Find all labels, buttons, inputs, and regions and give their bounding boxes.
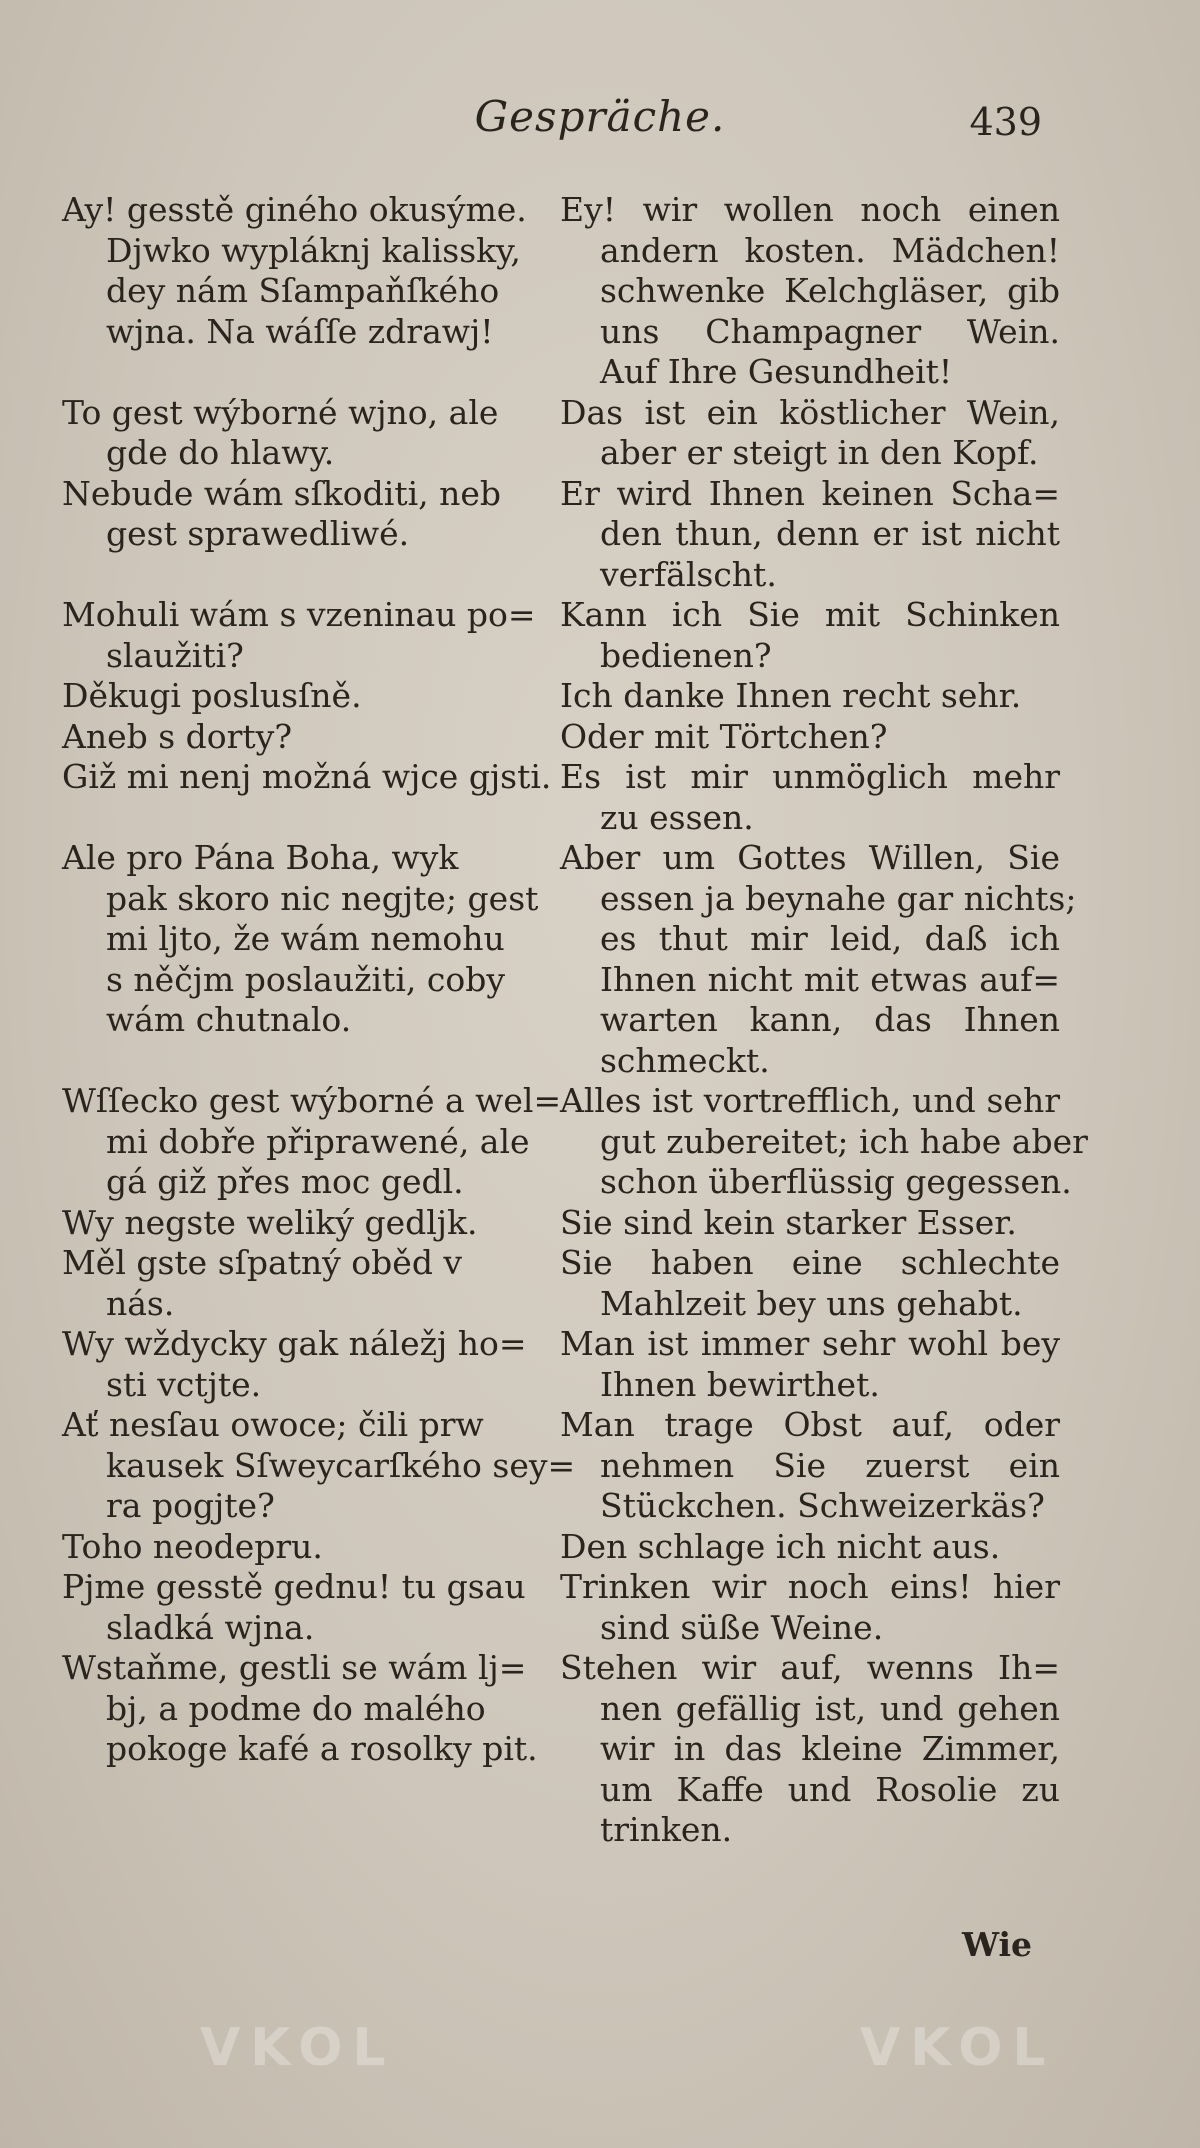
- de-entry: [560, 1203, 1060, 1244]
- cz-entry: [62, 676, 560, 717]
- cz-entry: [62, 1648, 560, 1851]
- de-text-line: trinken.: [600, 1810, 733, 1849]
- cz-entry: [62, 1243, 560, 1324]
- page-number: 439: [969, 100, 1042, 144]
- cz-entry: [62, 595, 560, 676]
- catchword: Wie: [961, 1925, 1032, 1964]
- de-entry: [560, 1324, 1060, 1405]
- cz-entry: [62, 1405, 576, 1527]
- cz-entry: [62, 1081, 560, 1203]
- de-text-line: uns Champagner Wein.: [600, 311, 1060, 351]
- de-text-line: den thun, denn er ist nicht: [600, 514, 1060, 553]
- de-text-line: essen ja beynahe gar nichts;: [600, 878, 1077, 918]
- de-text-line: schwenke Kelchgläser, gib: [600, 271, 1060, 310]
- de-text-line: Ich danke Ihnen recht sehr.: [560, 676, 1022, 715]
- cz-entry: [62, 757, 560, 838]
- de-entry: [560, 595, 1060, 676]
- cz-text-line: sladká wjna.: [106, 1607, 315, 1647]
- de-entry: [560, 838, 1077, 1081]
- cz-text-line: mi ljto, že wám nemohu: [106, 919, 505, 958]
- cz-text-line: gde do hlawy.: [106, 433, 335, 472]
- de-text-line: Auf Ihre Gesundheit!: [600, 352, 953, 391]
- de-text-line: aber er steigt in den Kopf.: [600, 433, 1039, 472]
- de-entry: [560, 1243, 1060, 1324]
- watermark-left: VKOL: [200, 2018, 396, 2078]
- cz-text-line: Nebude wám sſkoditi, neb: [62, 473, 502, 513]
- de-text-line: verfälscht.: [600, 554, 777, 594]
- de-entry: [560, 676, 1060, 717]
- de-text-line: Oder mit Törtchen?: [560, 716, 888, 756]
- de-text-line: um Kaffe und Rosolie zu: [600, 1769, 1060, 1809]
- cz-text-line: pokoge kafé a rosolky pit.: [106, 1729, 538, 1768]
- de-text-line: es thut mir leid, daß ich: [600, 919, 1060, 958]
- cz-text-line: Wy negste weliký gedljk.: [62, 1202, 478, 1242]
- de-text-line: Mahlzeit bey uns gehabt.: [600, 1283, 1023, 1323]
- german-column: [560, 190, 1088, 1851]
- cz-entry: [62, 190, 560, 393]
- de-text-line: Das ist ein köstlicher Wein,: [560, 392, 1060, 432]
- de-text-line: Aber um Gottes Willen, Sie: [560, 838, 1060, 877]
- cz-entry: [62, 393, 560, 474]
- cz-text-line: To gest wýborné wjno, ale: [62, 392, 499, 432]
- de-text-line: Trinken wir noch eins! hier: [560, 1567, 1060, 1606]
- cz-text-line: slaužiti?: [106, 635, 244, 675]
- cz-text-line: kausek Sſweycarſkého sey=: [106, 1445, 576, 1485]
- cz-text-line: wám chutnalo.: [106, 1000, 352, 1039]
- cz-text-line: s něčjm poslaužiti, coby: [106, 959, 505, 999]
- de-entry: [560, 1527, 1060, 1568]
- de-text-line: Ey! wir wollen noch einen: [560, 190, 1060, 229]
- cz-text-line: bj, a podme do malého: [106, 1688, 486, 1728]
- cz-text-line: Wstaňme, gestli se wám lj=: [62, 1648, 527, 1687]
- de-text-line: wir in das kleine Zimmer,: [600, 1729, 1060, 1768]
- de-entry: [560, 757, 1060, 838]
- de-text-line: andern kosten. Mädchen!: [600, 230, 1060, 270]
- de-text-line: Stückchen. Schweizerkäs?: [600, 1486, 1045, 1525]
- czech-column: [62, 190, 576, 1851]
- cz-text-line: pak skoro nic negjte; gest: [106, 878, 539, 918]
- cz-text-line: gá giž přes moc gedl.: [106, 1162, 464, 1201]
- cz-text-line: Ať nesſau owoce; čili prw: [62, 1405, 484, 1444]
- de-text-line: Kann ich Sie mit Schinken: [560, 595, 1060, 634]
- cz-text-line: Ay! gesstě giného okusýme.: [62, 190, 527, 229]
- cz-text-line: sti vctjte.: [106, 1364, 262, 1404]
- de-entry: [560, 190, 1060, 393]
- de-entry: [560, 393, 1060, 474]
- cz-text-line: Děkugi poslusſně.: [62, 676, 362, 715]
- de-entry: [560, 1405, 1060, 1527]
- de-entry: [560, 1648, 1060, 1851]
- cz-entry: [62, 1324, 560, 1405]
- de-text-line: Es ist mir unmöglich mehr: [560, 757, 1060, 796]
- cz-text-line: gest sprawedliwé.: [106, 514, 410, 553]
- cz-text-line: Toho neodepru.: [62, 1526, 323, 1566]
- cz-entry: [62, 474, 560, 596]
- cz-text-line: Wſſecko gest wýborné a wel=: [62, 1081, 562, 1120]
- cz-text-line: mi dobře připrawené, ale: [106, 1121, 530, 1161]
- cz-entry: [62, 1527, 560, 1568]
- de-entry: [560, 1567, 1060, 1648]
- de-text-line: Ihnen bewirthet.: [600, 1364, 880, 1404]
- de-text-line: Er wird Ihnen keinen Scha=: [560, 473, 1060, 513]
- cz-entry: [62, 838, 560, 1081]
- de-text-line: Stehen wir auf, wenns Ih=: [560, 1648, 1060, 1687]
- cz-text-line: Mohuli wám s vzeninau po=: [62, 595, 536, 634]
- watermark-right: VKOL: [860, 2018, 1056, 2078]
- de-text-line: Ihnen nicht mit etwas auf=: [600, 959, 1060, 999]
- cz-text-line: Wy wždycky gak náležj ho=: [62, 1324, 527, 1363]
- de-entry: [560, 474, 1060, 596]
- de-entry: [560, 717, 1060, 758]
- de-text-line: bedienen?: [600, 635, 772, 675]
- cz-text-line: Aneb s dorty?: [62, 716, 293, 756]
- cz-text-line: dey nám Sſampaňſkého: [106, 271, 500, 310]
- cz-text-line: ra pogjte?: [106, 1486, 275, 1525]
- cz-text-line: nás.: [106, 1283, 175, 1323]
- de-text-line: sind süße Weine.: [600, 1607, 884, 1647]
- de-text-line: Man ist immer sehr wohl bey: [560, 1324, 1060, 1363]
- cz-text-line: Pjme gesstě gednu! tu gsau: [62, 1567, 526, 1606]
- de-text-line: zu essen.: [600, 797, 754, 837]
- cz-text-line: Ale pro Pána Boha, wyk: [62, 838, 459, 877]
- de-text-line: warten kann, das Ihnen: [600, 1000, 1060, 1039]
- de-text-line: Sie haben eine schlechte: [560, 1243, 1060, 1282]
- de-text-line: schmeckt.: [600, 1040, 770, 1080]
- cz-text-line: Měl gste sſpatný oběd v: [62, 1243, 463, 1282]
- de-text-line: Alles ist vortrefflich, und sehr: [560, 1081, 1060, 1120]
- cz-entry: [62, 717, 560, 758]
- running-head: Gespräche.: [474, 92, 726, 141]
- de-text-line: gut zubereitet; ich habe aber: [600, 1121, 1088, 1161]
- de-text-line: nen gefällig ist, und gehen: [600, 1688, 1060, 1728]
- cz-text-line: Giž mi nenj možná wjce gjsti.: [62, 757, 552, 796]
- de-text-line: schon überflüssig gegessen.: [600, 1162, 1072, 1201]
- cz-text-line: Djwko wypláknj kalissky,: [106, 230, 521, 270]
- de-text-line: nehmen Sie zuerst ein: [600, 1445, 1060, 1485]
- cz-entry: [62, 1203, 560, 1244]
- de-entry: [560, 1081, 1088, 1203]
- de-text-line: Sie sind kein starker Esser.: [560, 1202, 1017, 1242]
- de-text-line: Den schlage ich nicht aus.: [560, 1526, 1001, 1566]
- cz-text-line: wjna. Na wáſſe zdrawj!: [106, 311, 494, 351]
- cz-entry: [62, 1567, 560, 1648]
- de-text-line: Man trage Obst auf, oder: [560, 1405, 1060, 1444]
